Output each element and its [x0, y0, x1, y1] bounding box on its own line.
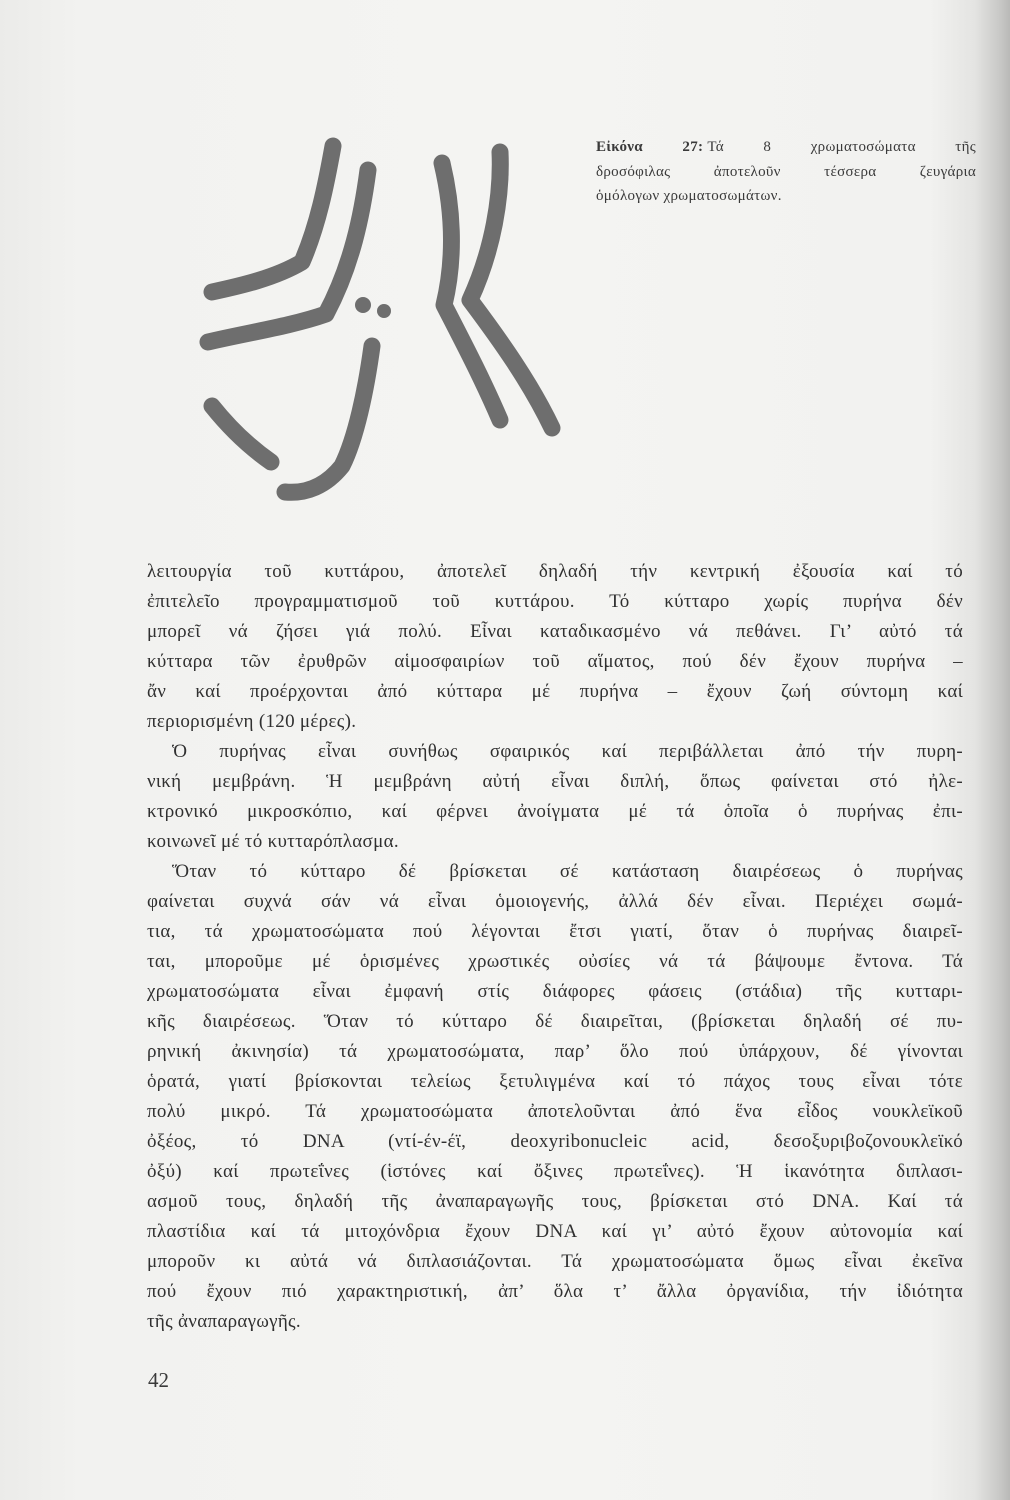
- caption-line: ὁμόλογων χρωματοσωμάτων.: [596, 188, 782, 204]
- body-line: ὁρατά, γιατί βρίσκονται τελείως ξετυλιγμένα καί τό πάχος τους εἶναι τότε: [147, 1071, 963, 1092]
- chromosome-v-left-2: [208, 170, 368, 342]
- body-line: ὀξύ) καί πρωτεΐνες (ἱστόνες καί ὄξινες πρωτεΐνες). Ἡ ἱκανότητα διπλασι-: [147, 1161, 963, 1182]
- page-number: 42: [148, 1368, 169, 1392]
- body-line: κύτταρα τῶν ἐρυθρῶν αἱμοσφαιρίων τοῦ αἵματος, πού δέν ἔχουν πυρήνα –: [147, 651, 963, 672]
- body-line: κοινωνεῖ μέ τό κυτταρόπλασμα.: [147, 831, 399, 852]
- body-line: περιορισμένη (120 μέρες).: [147, 711, 357, 732]
- body-line: χρωματοσώματα εἶναι ἐμφανή στίς διάφορες φάσεις (στάδια) τῆς κυτταρι-: [147, 981, 963, 1002]
- body-line: ὀξέος, τό DNA (ντί-έν-έϊ, deoxyribonucleic acid, δεσοξυριβοζονουκλεϊκό: [147, 1131, 963, 1152]
- caption-label: Εἰκόνα 27:: [596, 139, 704, 155]
- chromosome-j-lower: [285, 346, 372, 492]
- figure-caption: [596, 135, 976, 209]
- chromosome-drawing: [180, 125, 580, 515]
- body-line: νική μεμβράνη. Ἡ μεμβράνη αὐτή εἶναι διπλή, ὅπως φαίνεται στό ἠλε-: [147, 771, 963, 792]
- chromosome-v-left-1: [212, 146, 333, 292]
- body-text: [147, 557, 963, 1337]
- caption-line: [596, 135, 976, 160]
- body-line: πού ἔχουν πιό χαρακτηριστική, ἀπ’ ὅλα τ’ ἄλλα ὀργανίδια, τήν ἰδιότητα: [147, 1281, 963, 1302]
- paragraph: [147, 557, 963, 737]
- caption-line: δροσόφιλας ἀποτελοῦν τέσσερα ζευγάρια: [596, 163, 976, 180]
- body-line: κτρονικό μικροσκόπιο, καί φέρνει ἀνοίγματα μέ τά ὁποῖα ὁ πυρήνας ἐπι-: [147, 801, 963, 822]
- body-line: ἄν καί προέρχονται ἀπό κύτταρα μέ πυρήνα – ἔχουν ζωή σύντομη καί: [147, 681, 963, 702]
- body-line: μποροῦν κι αὐτά νά διπλασιάζονται. Τά χρωματοσώματα ὅμως εἶναι ἐκεῖνα: [147, 1251, 963, 1272]
- chromosome-figure: [180, 125, 580, 515]
- body-line: φαίνεται συχνά σάν νά εἶναι ὁμοιογενής, ἀλλά δέν εἶναι. Περιέχει σωμά-: [147, 891, 963, 912]
- paragraph: [147, 737, 963, 857]
- body-line: τια, τά χρωματοσώματα πού λέγονται ἔτσι γιατί, ὅταν ὁ πυρήνας διαιρεῖ-: [147, 921, 963, 942]
- paragraph: [147, 857, 963, 1337]
- chromosome-dot-2: [377, 304, 391, 318]
- body-line: λειτουργία τοῦ κυττάρου, ἀποτελεῖ δηλαδή τήν κεντρική ἐξουσία καί τό: [147, 561, 963, 582]
- body-line: Ὁ πυρήνας εἶναι συνήθως σφαιρικός καί περιβάλλεται ἀπό τήν πυρη-: [172, 741, 963, 762]
- body-line: ρηνική ἀκινησία) τά χρωματοσώματα, παρ’ ὅλο πού ὑπάρχουν, δέ γίνονται: [147, 1041, 963, 1062]
- body-line: ται, μποροῦμε μέ ὁρισμένες χρωστικές οὐσίες νά τά βάψουμε ἔντονα. Τά: [147, 951, 963, 972]
- body-line: τῆς ἀναπαραγωγῆς.: [147, 1311, 301, 1332]
- chromosome-rod-lower-left: [212, 406, 271, 462]
- body-line: μπορεῖ νά ζήσει γιά πολύ. Εἶναι καταδικασμένο νά πεθάνει. Γι’ αὐτό τά: [147, 621, 963, 642]
- body-line: πλαστίδια καί τά μιτοχόνδρια ἔχουν DNA καί γι’ αὐτό ἔχουν αὐτονομία καί: [147, 1221, 963, 1242]
- body-line: πολύ μικρό. Τά χρωματοσώματα ἀποτελοῦνται ἀπό ἕνα εἶδος νουκλεϊκοῦ: [147, 1101, 963, 1122]
- body-line: ασμοῦ τους, δηλαδή τῆς ἀναπαραγωγῆς τους, βρίσκεται στό DNA. Καί τά: [147, 1191, 963, 1212]
- body-line: Ὅταν τό κύτταρο δέ βρίσκεται σέ κατάσταση διαιρέσεως ὁ πυρήνας: [172, 861, 963, 882]
- caption-line-text: Τά 8 χρωματοσώματα τῆς: [707, 139, 977, 155]
- chromosome-dot-1: [355, 297, 371, 313]
- body-line: ἐπιτελεῖο προγραμματισμοῦ τοῦ κυττάρου. Τό κύτταρο χωρίς πυρήνα δέν: [147, 591, 963, 612]
- body-line: κῆς διαιρέσεως. Ὅταν τό κύτταρο δέ διαιρεῖται, (βρίσκεται δηλαδή σέ πυ-: [147, 1011, 963, 1032]
